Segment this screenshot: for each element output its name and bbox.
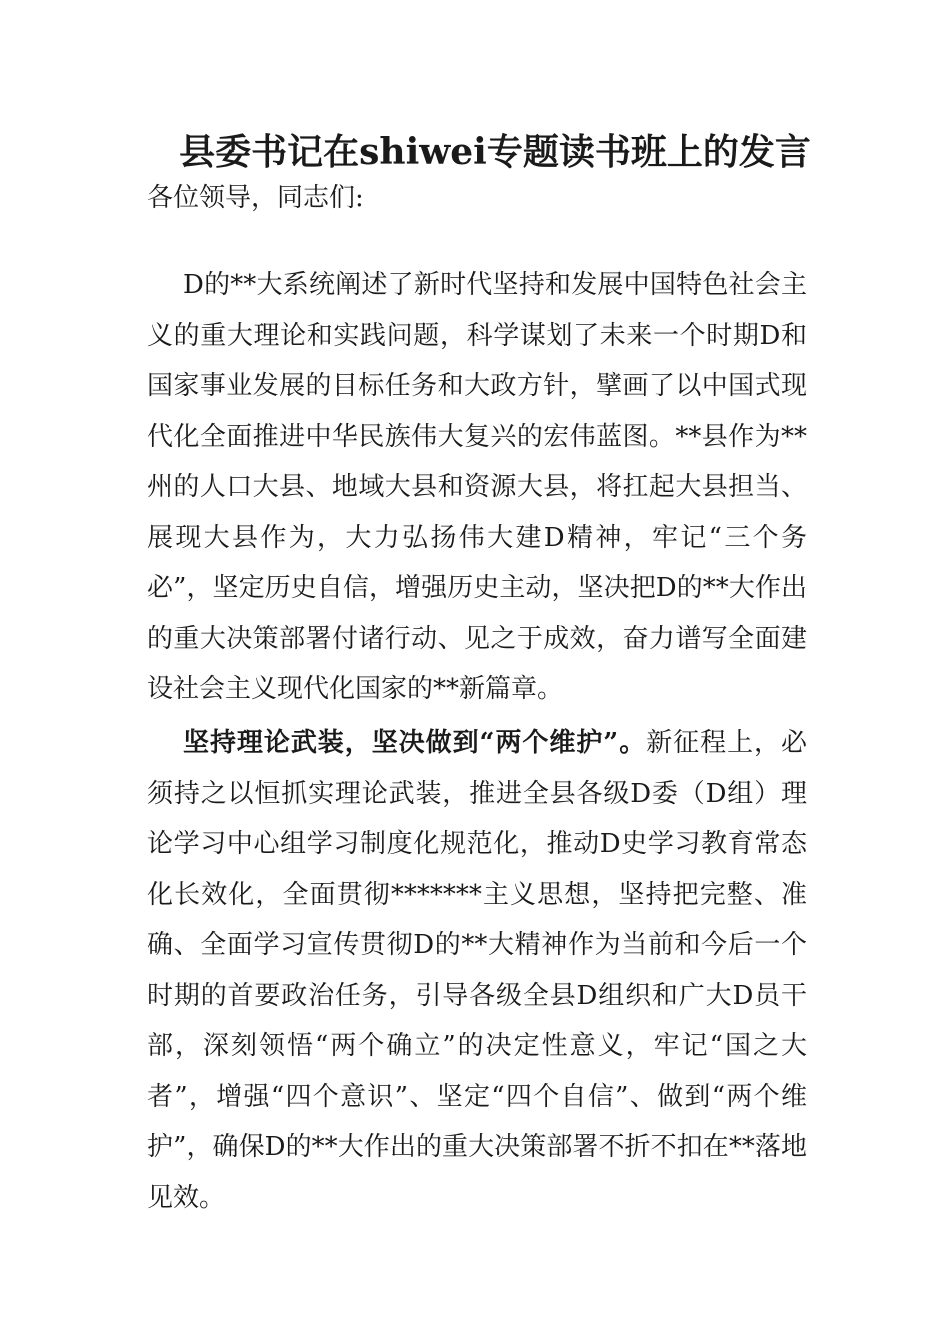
paragraph-theory-armament [147, 718, 807, 1223]
paragraph-text: D的**大系统阐述了新时代坚持和发展中国特色社会主义的重大理论和实践问题，科学谋划了未来一个时期D和国家事业发展的目标任务和大政方针，擘画了以中国式现代化全面推进中华民族伟大复兴的宏伟蓝图。**县作为**州的人口大县、地域大县和资源大县，将扛起大县担当、展现大县作为，大力弘扬伟大建D精神，牢记“三个务必”，坚定历史自信，增强历史主动，坚决把D的**大作出的重大决策部署付诸行动、见之于成效，奋力谱写全面建设社会主义现代化国家的**新篇章。 [147, 270, 807, 704]
document-title: 县委书记在shiwei专题读书班上的发言 [179, 131, 811, 173]
paragraph-lead-heading: 坚持理论武装，坚决做到“两个维护”。 [183, 728, 647, 758]
salutation: 各位领导，同志们: [147, 183, 364, 213]
paragraph-intro [147, 260, 807, 715]
paragraph-text: 新征程上，必须持之以恒抓实理论武装，推进全县各级D委（D组）理论学习中心组学习制度化规范化，推动D史学习教育常态化长效化，全面贯彻*******主义思想，坚持把完整、准确、全面学习宣传贯彻D的**大精神作为当前和今后一个时期的首要政治任务，引导各级全县D组织和广大D员干部，深刻领悟“两个确立”的决定性意义，牢记“国之大者”，增强“四个意识”、坚定“四个自信”、做到“两个维护”，确保D的**大作出的重大决策部署不折不扣在**落地见效。 [147, 728, 807, 1213]
